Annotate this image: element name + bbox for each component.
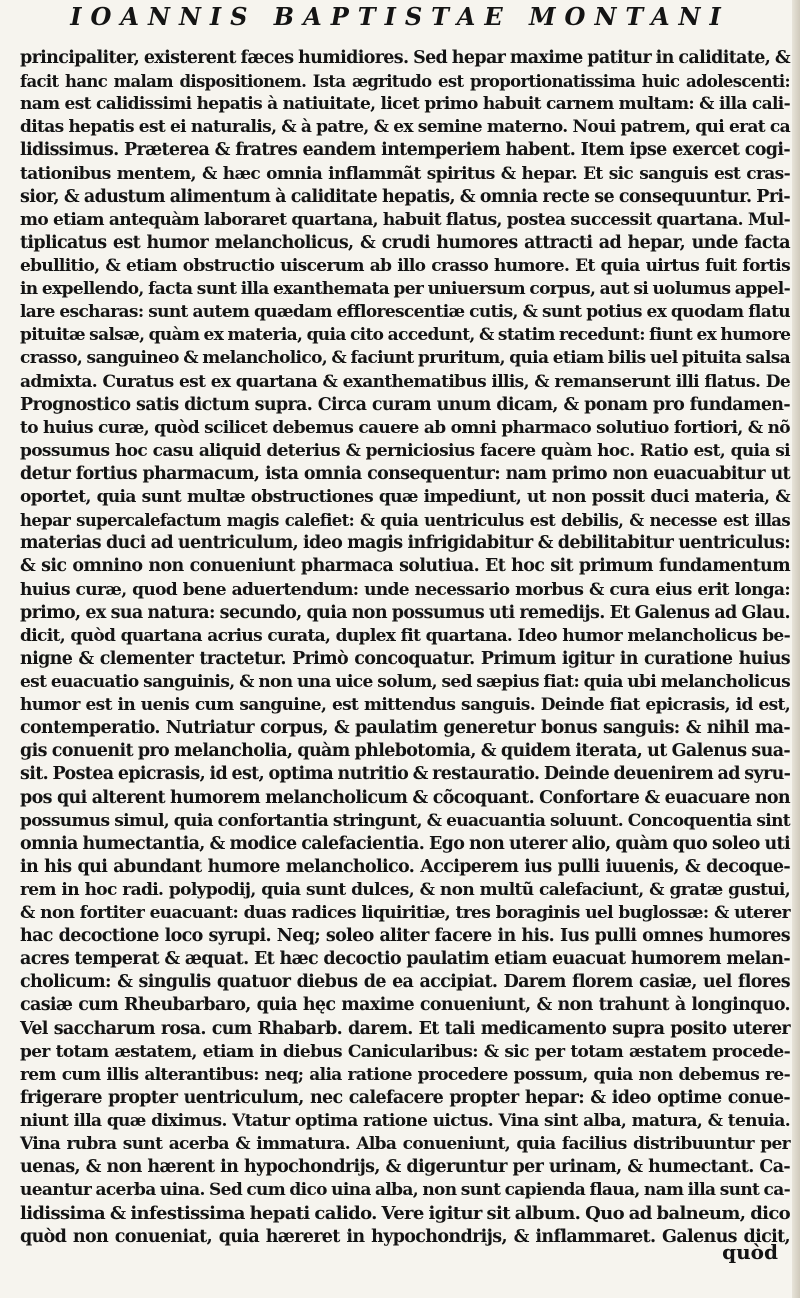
text-line: per totam æstatem, etiam in diebus Canicularibus: & sic per totam æstatem procede-: [20, 1041, 790, 1062]
text-line: & non fortiter euacuant: duas radices liquiritiæ, tres boraginis uel buglossæ: & uterer: [20, 903, 790, 924]
text-line: ueantur acerba uina. Sed cum dico uina alba, non sunt capienda flaua, nam illa sunt ca-: [20, 1180, 790, 1201]
text-line: cholicum: & singulis quatuor diebus de ea accipiat. Darem florem casiæ, uel flores: [20, 972, 790, 993]
text-line: possumus hoc casu aliquid deterius & perniciosius facere quàm hoc. Ratio est, quia si: [20, 440, 790, 461]
text-line: primo, ex sua natura: secundo, quia non possumus uti remedijs. Et Galenus ad Glau.: [20, 602, 790, 623]
text-line: hepar supercalefactum magis calefiet: & quia uentriculus est debilis, & necesse est illas: [20, 511, 790, 531]
text-line: gis conuenit pro melancholia, quàm phlebotomia, & quidem iterata, ut Galenus sua-: [20, 741, 790, 762]
text-line: detur fortius pharmacum, ista omnia consequentur: nam primo non euacuabitur ut: [20, 463, 790, 484]
text-line: materias duci ad uentriculum, ideo magis infrigidabitur & debilitabitur uentriculus:: [20, 533, 790, 554]
text-line: nigne & clementer tractetur. Primò concoquatur. Primum igitur in curatione huius: [20, 648, 790, 669]
text-line: mo etiam antequàm laboraret quartana, habuit flatus, postea successit quartana. Mul-: [20, 209, 790, 230]
text-line: lidissimus. Præterea & fratres eandem intemperiem habent. Item ipse exercet cogi-: [20, 140, 790, 161]
text-line: ditas hepatis est ei naturalis, & à patre, & ex semine materno. Noui patrem, qui erat ca: [20, 117, 790, 138]
text-line: facit hanc malam dispositionem. Ista ægritudo est proportionatissima huic adolescenti:: [20, 72, 790, 92]
text-line: crasso, sanguineo & melancholico, & faciunt pruritum, quia etiam bilis uel pituita salsa: [20, 348, 790, 369]
text-line: contemperatio. Nutriatur corpus, & paulatim generetur bonus sanguis: & nihil ma-: [20, 718, 790, 739]
text-line: rem in hoc radi. polypodij, quia sunt dulces, & non multũ calefaciunt, & gratæ gustui,: [20, 879, 790, 900]
text-line: pos qui alterent humorem melancholicum & cõcoquant. Confortare & euacuare non: [20, 787, 790, 808]
text-line: principaliter, existerent fæces humidiores. Sed hepar maxime patitur in caliditate, &: [20, 48, 790, 68]
text-line: Vel saccharum rosa. cum Rhabarb. darem. Et tali medicamento supra posito uterer: [20, 1018, 790, 1039]
text-line: frigerare propter uentriculum, nec calefacere propter hepar: & ideo optime conue-: [20, 1087, 790, 1108]
text-line: casiæ cum Rheubarbaro, quia hęc maxime conueniunt, & non trahunt à longinquo.: [20, 995, 790, 1016]
text-line: nam est calidissimi hepatis à natiuitate, licet primo habuit carnem multam: & illa cali-: [20, 94, 790, 115]
text-line: tationibus mentem, & hæc omnia inflammãt spiritus & hepar. Et sic sanguis est cras-: [20, 163, 790, 184]
text-line: in his qui abundant humore melancholico. Acciperem ius pulli iuuenis, & decoque-: [20, 856, 790, 877]
text-line: sior, & adustum alimentum à caliditate hepatis, & omnia recte se consequuntur. Pri-: [20, 186, 790, 207]
text-line: rem cum illis alterantibus: neq; alia ratione procedere possum, quia non debemus re-: [20, 1064, 790, 1085]
text-line: Vina rubra sunt acerba & immatura. Alba conueniunt, quia facilius distribuuntur per: [20, 1134, 790, 1155]
text-line: niunt illa quæ diximus. Vtatur optima ratione uictus. Vina sint alba, matura, & tenuia.: [20, 1111, 790, 1132]
page-edge: [792, 0, 800, 1298]
text-line: uenas, & non hærent in hypochondrijs, & digeruntur per urinam, & humectant. Ca-: [20, 1157, 790, 1178]
text-line: hac decoctione loco syrupi. Neq; soleo aliter facere in his. Ius pulli omnes humores: [20, 926, 790, 947]
text-line: huius curæ, quod bene aduertendum: unde necessario morbus & cura eius erit longa:: [20, 579, 790, 600]
text-line: lare escharas: sunt autem quædam efflorescentiæ cutis, & sunt potius ex quodam flatu: [20, 302, 790, 323]
text-line: oportet, quia sunt multæ obstructiones quæ impediunt, ut non possit duci materia, &: [20, 487, 790, 508]
text-line: sit. Postea epicrasis, id est, optima nutritio & restauratio. Deinde deuenirem ad syru-: [20, 764, 791, 785]
text-line: humor est in uenis cum sanguine, est mittendus sanguis. Deinde fiat epicrasis, id est,: [20, 695, 790, 716]
text-line: lidissima & infestissima hepati calido. Vere igitur sit album. Quo ad balneum, dico: [20, 1203, 790, 1225]
text-line: to huius curæ, quòd scilicet debemus cauere ab omni pharmaco solutiuo fortiori, & nõ: [20, 417, 790, 438]
text-line: pituitæ salsæ, quàm ex materia, quia cito accedunt, & statim recedunt: fiunt ex humore: [20, 325, 791, 346]
text-line: & sic omnino non conueniunt pharmaca solutiua. Et hoc sit primum fundamentum: [20, 556, 790, 577]
running-head: IOANNIS BAPTISTAE MONTANI: [70, 2, 730, 31]
text-line: ebullitio, & etiam obstructio uiscerum ab illo crasso humore. Et quia uirtus fuit fortis: [20, 255, 790, 276]
text-line: acres temperat & æquat. Et hæc decoctio paulatim etiam euacuat humorem melan-: [20, 949, 790, 970]
text-line: quòd non conueniat, quia hæreret in hypochondrijs, & inflammaret. Galenus dicit,: [20, 1226, 790, 1247]
text-line: admixta. Curatus est ex quartana & exanthematibus illis, & remanserunt illi flatus. De: [20, 371, 790, 392]
text-line: in expellendo, facta sunt illa exanthemata per uniuersum corpus, aut si uolumus appel-: [20, 279, 790, 300]
text-line: omnia humectantia, & modice calefacientia. Ego non uterer alio, quàm quo soleo uti: [20, 833, 790, 854]
text-line: est euacuatio sanguinis, & non una uice solum, sed sæpius fiat: quia ubi melancholicus: [20, 671, 790, 692]
text-line: dicit, quòd quartana acrius curata, duplex fit quartana. Ideo humor melancholicus be-: [20, 625, 790, 646]
text-line: possumus simul, quia confortantia stringunt, & euacuantia soluunt. Concoquentia sint: [20, 810, 790, 831]
catchword: quòd: [722, 1240, 778, 1264]
text-line: Prognostico satis dictum supra. Circa curam unum dicam, & ponam pro fundamen-: [20, 394, 790, 415]
text-line: tiplicatus est humor melancholicus, & crudi humores attracti ad hepar, unde facta: [20, 232, 790, 253]
body-text: [20, 47, 790, 1249]
